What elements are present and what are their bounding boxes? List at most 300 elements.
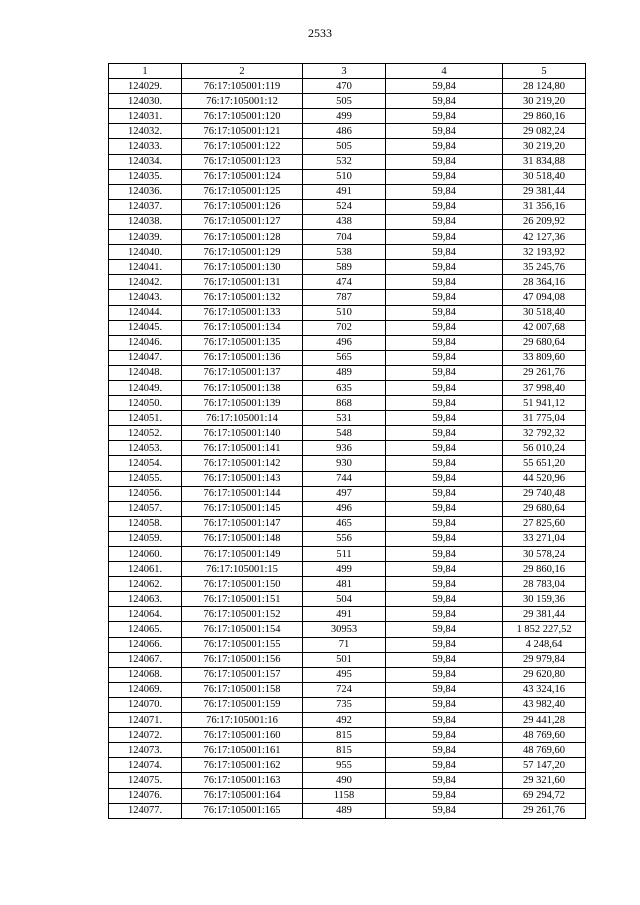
amount-cell: 28 783,04	[503, 577, 586, 592]
page-number: 2533	[308, 26, 332, 40]
table-row	[109, 697, 586, 712]
area-cell: 71	[303, 637, 386, 652]
column-header: 2	[182, 64, 303, 79]
row-number-cell: 124073.	[109, 743, 182, 758]
table-row	[109, 758, 586, 773]
cadastral-number-cell: 76:17:105001:154	[182, 622, 303, 637]
row-number-cell: 124032.	[109, 124, 182, 139]
cadastral-number-cell: 76:17:105001:135	[182, 335, 303, 350]
rate-cell: 59,84	[386, 380, 503, 395]
cadastral-number-cell: 76:17:105001:126	[182, 199, 303, 214]
table-row	[109, 803, 586, 818]
amount-cell: 4 248,64	[503, 637, 586, 652]
rate-cell: 59,84	[386, 803, 503, 818]
amount-cell: 29 381,44	[503, 184, 586, 199]
row-number-cell: 124040.	[109, 245, 182, 260]
row-number-cell: 124051.	[109, 411, 182, 426]
area-cell: 504	[303, 592, 386, 607]
table-row	[109, 275, 586, 290]
cadastral-number-cell: 76:17:105001:147	[182, 516, 303, 531]
cadastral-number-cell: 76:17:105001:143	[182, 471, 303, 486]
area-cell: 486	[303, 124, 386, 139]
amount-cell: 29 740,48	[503, 486, 586, 501]
rate-cell: 59,84	[386, 622, 503, 637]
area-cell: 438	[303, 214, 386, 229]
cadastral-number-cell: 76:17:105001:133	[182, 305, 303, 320]
row-number-cell: 124042.	[109, 275, 182, 290]
area-cell: 955	[303, 758, 386, 773]
area-cell: 556	[303, 531, 386, 546]
rate-cell: 59,84	[386, 305, 503, 320]
area-cell: 538	[303, 245, 386, 260]
amount-cell: 29 381,44	[503, 607, 586, 622]
rate-cell: 59,84	[386, 562, 503, 577]
row-number-cell: 124046.	[109, 335, 182, 350]
row-number-cell: 124061.	[109, 562, 182, 577]
area-cell: 589	[303, 260, 386, 275]
table-header-row	[109, 64, 586, 79]
rate-cell: 59,84	[386, 486, 503, 501]
cadastral-number-cell: 76:17:105001:136	[182, 350, 303, 365]
row-number-cell: 124075.	[109, 773, 182, 788]
table-row	[109, 245, 586, 260]
table-row	[109, 184, 586, 199]
rate-cell: 59,84	[386, 275, 503, 290]
area-cell: 491	[303, 184, 386, 199]
row-number-cell: 124052.	[109, 426, 182, 441]
rate-cell: 59,84	[386, 245, 503, 260]
row-number-cell: 124076.	[109, 788, 182, 803]
row-number-cell: 124066.	[109, 637, 182, 652]
cadastral-number-cell: 76:17:105001:162	[182, 758, 303, 773]
table-row	[109, 290, 586, 305]
amount-cell: 30 518,40	[503, 305, 586, 320]
table-row	[109, 773, 586, 788]
rate-cell: 59,84	[386, 365, 503, 380]
row-number-cell: 124050.	[109, 396, 182, 411]
row-number-cell: 124068.	[109, 667, 182, 682]
amount-cell: 47 094,08	[503, 290, 586, 305]
amount-cell: 1 852 227,52	[503, 622, 586, 637]
table-row	[109, 426, 586, 441]
table-row	[109, 486, 586, 501]
table-row	[109, 365, 586, 380]
row-number-cell: 124029.	[109, 79, 182, 94]
area-cell: 936	[303, 441, 386, 456]
rate-cell: 59,84	[386, 230, 503, 245]
table-row	[109, 562, 586, 577]
cadastral-number-cell: 76:17:105001:127	[182, 214, 303, 229]
table-row	[109, 139, 586, 154]
area-cell: 495	[303, 667, 386, 682]
amount-cell: 42 127,36	[503, 230, 586, 245]
amount-cell: 43 324,16	[503, 682, 586, 697]
amount-cell: 29 860,16	[503, 562, 586, 577]
cadastral-number-cell: 76:17:105001:134	[182, 320, 303, 335]
area-cell: 868	[303, 396, 386, 411]
table-row	[109, 682, 586, 697]
area-cell: 501	[303, 652, 386, 667]
amount-cell: 29 441,28	[503, 713, 586, 728]
area-cell: 930	[303, 456, 386, 471]
table-row	[109, 607, 586, 622]
amount-cell: 32 792,32	[503, 426, 586, 441]
table-row	[109, 109, 586, 124]
area-cell: 474	[303, 275, 386, 290]
table-row	[109, 350, 586, 365]
amount-cell: 27 825,60	[503, 516, 586, 531]
cadastral-number-cell: 76:17:105001:120	[182, 109, 303, 124]
area-cell: 490	[303, 773, 386, 788]
row-number-cell: 124045.	[109, 320, 182, 335]
table-row	[109, 124, 586, 139]
rate-cell: 59,84	[386, 260, 503, 275]
table-row	[109, 79, 586, 94]
row-number-cell: 124060.	[109, 547, 182, 562]
rate-cell: 59,84	[386, 184, 503, 199]
area-cell: 511	[303, 547, 386, 562]
cadastral-number-cell: 76:17:105001:124	[182, 169, 303, 184]
rate-cell: 59,84	[386, 667, 503, 682]
amount-cell: 29 082,24	[503, 124, 586, 139]
rate-cell: 59,84	[386, 320, 503, 335]
table-row	[109, 592, 586, 607]
rate-cell: 59,84	[386, 697, 503, 712]
rate-cell: 59,84	[386, 426, 503, 441]
amount-cell: 29 680,64	[503, 335, 586, 350]
amount-cell: 48 769,60	[503, 728, 586, 743]
table-row	[109, 652, 586, 667]
amount-cell: 56 010,24	[503, 441, 586, 456]
row-number-cell: 124067.	[109, 652, 182, 667]
cadastral-number-cell: 76:17:105001:160	[182, 728, 303, 743]
row-number-cell: 124054.	[109, 456, 182, 471]
row-number-cell: 124041.	[109, 260, 182, 275]
amount-cell: 57 147,20	[503, 758, 586, 773]
table-row	[109, 230, 586, 245]
row-number-cell: 124036.	[109, 184, 182, 199]
row-number-cell: 124043.	[109, 290, 182, 305]
area-cell: 787	[303, 290, 386, 305]
row-number-cell: 124064.	[109, 607, 182, 622]
area-cell: 465	[303, 516, 386, 531]
rate-cell: 59,84	[386, 547, 503, 562]
amount-cell: 30 518,40	[503, 169, 586, 184]
cadastral-number-cell: 76:17:105001:155	[182, 637, 303, 652]
rate-cell: 59,84	[386, 728, 503, 743]
cadastral-number-cell: 76:17:105001:161	[182, 743, 303, 758]
area-cell: 489	[303, 803, 386, 818]
amount-cell: 30 578,24	[503, 547, 586, 562]
rate-cell: 59,84	[386, 94, 503, 109]
area-cell: 30953	[303, 622, 386, 637]
row-number-cell: 124074.	[109, 758, 182, 773]
cadastral-number-cell: 76:17:105001:144	[182, 486, 303, 501]
row-number-cell: 124070.	[109, 697, 182, 712]
table-row	[109, 501, 586, 516]
area-cell: 1158	[303, 788, 386, 803]
rate-cell: 59,84	[386, 531, 503, 546]
area-cell: 499	[303, 109, 386, 124]
cadastral-number-cell: 76:17:105001:148	[182, 531, 303, 546]
row-number-cell: 124063.	[109, 592, 182, 607]
row-number-cell: 124072.	[109, 728, 182, 743]
row-number-cell: 124056.	[109, 486, 182, 501]
amount-cell: 51 941,12	[503, 396, 586, 411]
data-table	[108, 63, 586, 819]
column-header: 3	[303, 64, 386, 79]
area-cell: 505	[303, 94, 386, 109]
cadastral-number-cell: 76:17:105001:128	[182, 230, 303, 245]
row-number-cell: 124048.	[109, 365, 182, 380]
table-row	[109, 154, 586, 169]
table-row	[109, 214, 586, 229]
rate-cell: 59,84	[386, 471, 503, 486]
area-cell: 496	[303, 501, 386, 516]
table-row	[109, 516, 586, 531]
rate-cell: 59,84	[386, 441, 503, 456]
row-number-cell: 124047.	[109, 350, 182, 365]
cadastral-number-cell: 76:17:105001:119	[182, 79, 303, 94]
rate-cell: 59,84	[386, 637, 503, 652]
rate-cell: 59,84	[386, 516, 503, 531]
rate-cell: 59,84	[386, 607, 503, 622]
table-row	[109, 320, 586, 335]
cadastral-number-cell: 76:17:105001:142	[182, 456, 303, 471]
rate-cell: 59,84	[386, 139, 503, 154]
table-row	[109, 471, 586, 486]
amount-cell: 29 680,64	[503, 501, 586, 516]
area-cell: 735	[303, 697, 386, 712]
cadastral-number-cell: 76:17:105001:125	[182, 184, 303, 199]
cadastral-number-cell: 76:17:105001:121	[182, 124, 303, 139]
rate-cell: 59,84	[386, 743, 503, 758]
row-number-cell: 124039.	[109, 230, 182, 245]
rate-cell: 59,84	[386, 501, 503, 516]
row-number-cell: 124053.	[109, 441, 182, 456]
area-cell: 510	[303, 305, 386, 320]
table-row	[109, 743, 586, 758]
area-cell: 510	[303, 169, 386, 184]
row-number-cell: 124044.	[109, 305, 182, 320]
amount-cell: 30 219,20	[503, 94, 586, 109]
area-cell: 744	[303, 471, 386, 486]
area-cell: 532	[303, 154, 386, 169]
row-number-cell: 124069.	[109, 682, 182, 697]
table-row	[109, 547, 586, 562]
cadastral-number-cell: 76:17:105001:122	[182, 139, 303, 154]
rate-cell: 59,84	[386, 124, 503, 139]
row-number-cell: 124033.	[109, 139, 182, 154]
area-cell: 724	[303, 682, 386, 697]
amount-cell: 33 809,60	[503, 350, 586, 365]
area-cell: 492	[303, 713, 386, 728]
area-cell: 496	[303, 335, 386, 350]
area-cell: 489	[303, 365, 386, 380]
area-cell: 704	[303, 230, 386, 245]
cadastral-number-cell: 76:17:105001:145	[182, 501, 303, 516]
amount-cell: 30 159,36	[503, 592, 586, 607]
area-cell: 815	[303, 728, 386, 743]
area-cell: 505	[303, 139, 386, 154]
cadastral-number-cell: 76:17:105001:159	[182, 697, 303, 712]
amount-cell: 44 520,96	[503, 471, 586, 486]
amount-cell: 29 261,76	[503, 365, 586, 380]
table-row	[109, 577, 586, 592]
amount-cell: 35 245,76	[503, 260, 586, 275]
table-row	[109, 667, 586, 682]
amount-cell: 29 860,16	[503, 109, 586, 124]
cadastral-number-cell: 76:17:105001:149	[182, 547, 303, 562]
table-row	[109, 94, 586, 109]
area-cell: 635	[303, 380, 386, 395]
table-row	[109, 305, 586, 320]
amount-cell: 31 356,16	[503, 199, 586, 214]
cadastral-number-cell: 76:17:105001:130	[182, 260, 303, 275]
table-row	[109, 396, 586, 411]
rate-cell: 59,84	[386, 109, 503, 124]
area-cell: 481	[303, 577, 386, 592]
amount-cell: 42 007,68	[503, 320, 586, 335]
amount-cell: 26 209,92	[503, 214, 586, 229]
rate-cell: 59,84	[386, 592, 503, 607]
cadastral-number-cell: 76:17:105001:141	[182, 441, 303, 456]
cadastral-number-cell: 76:17:105001:123	[182, 154, 303, 169]
rate-cell: 59,84	[386, 214, 503, 229]
area-cell: 470	[303, 79, 386, 94]
cadastral-number-cell: 76:17:105001:16	[182, 713, 303, 728]
cadastral-number-cell: 76:17:105001:164	[182, 788, 303, 803]
row-number-cell: 124049.	[109, 380, 182, 395]
area-cell: 815	[303, 743, 386, 758]
cadastral-number-cell: 76:17:105001:131	[182, 275, 303, 290]
amount-cell: 29 261,76	[503, 803, 586, 818]
amount-cell: 29 979,84	[503, 652, 586, 667]
table-row	[109, 456, 586, 471]
rate-cell: 59,84	[386, 79, 503, 94]
cadastral-number-cell: 76:17:105001:150	[182, 577, 303, 592]
table-row	[109, 637, 586, 652]
row-number-cell: 124071.	[109, 713, 182, 728]
rate-cell: 59,84	[386, 788, 503, 803]
table-row	[109, 199, 586, 214]
rate-cell: 59,84	[386, 577, 503, 592]
table-row	[109, 788, 586, 803]
amount-cell: 28 124,80	[503, 79, 586, 94]
rate-cell: 59,84	[386, 411, 503, 426]
amount-cell: 55 651,20	[503, 456, 586, 471]
table-row	[109, 169, 586, 184]
cadastral-number-cell: 76:17:105001:132	[182, 290, 303, 305]
column-header: 5	[503, 64, 586, 79]
amount-cell: 29 620,80	[503, 667, 586, 682]
rate-cell: 59,84	[386, 169, 503, 184]
area-cell: 565	[303, 350, 386, 365]
rate-cell: 59,84	[386, 713, 503, 728]
table-row	[109, 531, 586, 546]
cadastral-number-cell: 76:17:105001:165	[182, 803, 303, 818]
row-number-cell: 124035.	[109, 169, 182, 184]
amount-cell: 37 998,40	[503, 380, 586, 395]
row-number-cell: 124065.	[109, 622, 182, 637]
table-row	[109, 411, 586, 426]
amount-cell: 28 364,16	[503, 275, 586, 290]
row-number-cell: 124057.	[109, 501, 182, 516]
rate-cell: 59,84	[386, 290, 503, 305]
cadastral-number-cell: 76:17:105001:138	[182, 380, 303, 395]
row-number-cell: 124038.	[109, 214, 182, 229]
row-number-cell: 124077.	[109, 803, 182, 818]
row-number-cell: 124037.	[109, 199, 182, 214]
area-cell: 531	[303, 411, 386, 426]
amount-cell: 32 193,92	[503, 245, 586, 260]
cadastral-number-cell: 76:17:105001:139	[182, 396, 303, 411]
cadastral-number-cell: 76:17:105001:163	[182, 773, 303, 788]
table-row	[109, 260, 586, 275]
table-row	[109, 380, 586, 395]
area-cell: 497	[303, 486, 386, 501]
row-number-cell: 124034.	[109, 154, 182, 169]
amount-cell: 31 834,88	[503, 154, 586, 169]
rate-cell: 59,84	[386, 154, 503, 169]
amount-cell: 69 294,72	[503, 788, 586, 803]
table-row	[109, 713, 586, 728]
row-number-cell: 124059.	[109, 531, 182, 546]
cadastral-number-cell: 76:17:105001:12	[182, 94, 303, 109]
row-number-cell: 124031.	[109, 109, 182, 124]
area-cell: 548	[303, 426, 386, 441]
amount-cell: 30 219,20	[503, 139, 586, 154]
cadastral-number-cell: 76:17:105001:140	[182, 426, 303, 441]
cadastral-number-cell: 76:17:105001:15	[182, 562, 303, 577]
cadastral-number-cell: 76:17:105001:129	[182, 245, 303, 260]
rate-cell: 59,84	[386, 773, 503, 788]
cadastral-number-cell: 76:17:105001:152	[182, 607, 303, 622]
rate-cell: 59,84	[386, 682, 503, 697]
table-row	[109, 728, 586, 743]
amount-cell: 43 982,40	[503, 697, 586, 712]
rate-cell: 59,84	[386, 652, 503, 667]
area-cell: 702	[303, 320, 386, 335]
cadastral-number-cell: 76:17:105001:137	[182, 365, 303, 380]
area-cell: 524	[303, 199, 386, 214]
table-row	[109, 622, 586, 637]
column-header: 4	[386, 64, 503, 79]
rate-cell: 59,84	[386, 396, 503, 411]
cadastral-number-cell: 76:17:105001:157	[182, 667, 303, 682]
cadastral-number-cell: 76:17:105001:156	[182, 652, 303, 667]
column-header: 1	[109, 64, 182, 79]
amount-cell: 33 271,04	[503, 531, 586, 546]
table-row	[109, 441, 586, 456]
rate-cell: 59,84	[386, 758, 503, 773]
row-number-cell: 124055.	[109, 471, 182, 486]
rate-cell: 59,84	[386, 335, 503, 350]
cadastral-number-cell: 76:17:105001:151	[182, 592, 303, 607]
amount-cell: 48 769,60	[503, 743, 586, 758]
table-body	[109, 64, 586, 819]
amount-cell: 31 775,04	[503, 411, 586, 426]
rate-cell: 59,84	[386, 199, 503, 214]
row-number-cell: 124062.	[109, 577, 182, 592]
area-cell: 499	[303, 562, 386, 577]
cadastral-number-cell: 76:17:105001:158	[182, 682, 303, 697]
cadastral-number-cell: 76:17:105001:14	[182, 411, 303, 426]
row-number-cell: 124058.	[109, 516, 182, 531]
row-number-cell: 124030.	[109, 94, 182, 109]
amount-cell: 29 321,60	[503, 773, 586, 788]
rate-cell: 59,84	[386, 350, 503, 365]
